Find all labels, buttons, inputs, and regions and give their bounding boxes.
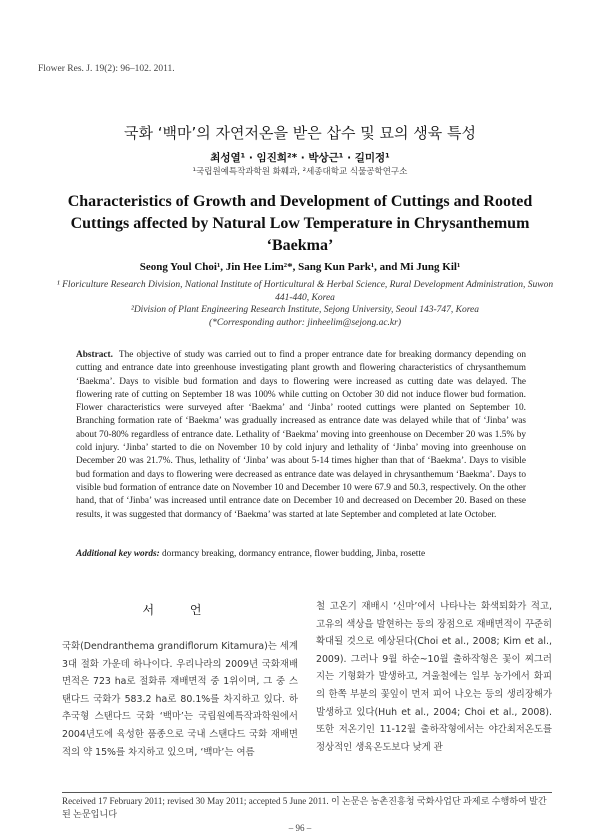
right-column-text: 철 고온기 재배시 ‘신마’에서 나타나는 화색퇴화가 적고, 고유의 색상을 발현하는 등의 장점으로 재배면적이 꾸준히 확대될 것으로 예상된다(Choi et al., 2008; Kim et al., 2009). 그러나 9월 하순~10월 출하작형은 꽃이 찌그러지는 기형화가 발생하고, 겨울철에는 일부 농가에서 화피의 한쪽 부분의 꽃잎이 먼저 피어 나오는 등의 생리장해가 발생하고 있다(Huh et al., 2004; Choi et al., 2008). 또한 저온기인 11-12월 출하작형에서는 야간최저온도를 정상적인 생육온도보다 낮게 관: [316, 601, 552, 753]
corresponding-author: (*Corresponding author: jinheelim@sejong.ac.kr): [208, 317, 402, 328]
abstract-text: The objective of study was carried out to find a proper entrance date for breaking dormancy depending on cutting and entrance date into greenhouse investigating plant growth and flowering characteristics of chrysanthemum ‘Baekma’. Days to visible bud formation and days to flowering were increased as cutting date was delayed. The flowering rate of cutting on September 18 was 100% while cutting on October 30 did not induce flower bud formation. Flower characteristics were surveyed after ‘Baekma’ and ‘Jinba’ rooted cuttings were planted on September 10. Branching formation rate of ‘Baekma’ was gradually increased as entrance date was delayed while that of ‘Jinba’ was about 70-80% regardless of entrance date. Lethality of ‘Baekma’ moving into greenhouse on December 20 was 1.5% by cold injury. ‘Jinba’ started to die on November 10 by cold injury and lethality of ‘Jinba’ moving into greenhouse on December 20 was 21.7%. Thus, lethality of ‘Jinba’ was about 5-14 times higher than that of ‘Baekma’. Days to visible bud formation and days to flowering were decreased as entrance date was delayed in chrysanthemum ‘Baekma’. Days to visible bud formation of entrance date on November 10 and December 10 were 67.9 and 50.3, respectively. On the other hand, that of ‘Jinba’ was increased until entrance date on December 10 and decreased on December 20. Based on these results, it was suggested that dormancy of ‘Baekma’ was started at late September and completed at late October.: [76, 350, 526, 520]
journal-citation: Flower Res. J. 19(2): 96–102. 2011.: [38, 64, 175, 74]
section-heading: 서 언: [142, 603, 218, 617]
keywords-text: dormancy breaking, dormancy entrance, flower budding, Jinba, rosette: [162, 549, 426, 559]
left-column: [62, 601, 298, 761]
right-column: [316, 598, 552, 756]
affiliation-1: ¹ Floriculture Research Division, National Institute of Horticultural & Herbal Science, Rural Development Administration, Suwon 441-440, Korea: [56, 280, 554, 303]
keywords-label: Additional key words:: [76, 549, 160, 559]
left-column-text: 국화(Dendranthema grandiflorum Kitamura)는 세계 3대 절화 가운데 하나이다. 우리나라의 2009년 국화재배면적은 723 ha로 절화류 재배면적 중 1위이며, 그 중 스탠다드 국화가 583.2 ha로 80.1%를 차지하고 있다. 하추국형 스탠다드 국화 ‘백마’는 국립원예특작과학원에서 2004년도에 육성한 품종으로 국내 스탠다드 국화 재배면적의 약 15%를 차지하고 있으며, ‘백마’는 여름: [62, 641, 298, 758]
english-affiliations: [48, 279, 562, 329]
korean-affiliations: ¹국립원예특작과학원 화훼과, ²세종대학교 식물공학연구소: [192, 167, 408, 177]
korean-title: 국화 ‘백마’의 자연저온을 받은 삽수 및 묘의 생육 특성: [124, 124, 476, 142]
english-authors: Seong Youl Choi¹, Jin Hee Lim²*, Sang Kun Park¹, and Mi Jung Kil¹: [139, 261, 461, 273]
footnote: Received 17 February 2011; revised 30 May 2011; accepted 5 June 2011. 이 논문은 농촌진흥청 국화사업단 과제로 수행하여 발간된 논문입니다: [62, 796, 547, 819]
footnote-divider: [62, 792, 552, 793]
page-number: – 96 –: [288, 823, 312, 833]
affiliation-2: ²Division of Plant Engineering Research Institute, Sejong University, Seoul 143-747, Korea: [130, 305, 480, 315]
abstract: [76, 349, 526, 522]
abstract-label: Abstract.: [76, 350, 113, 360]
keywords: [76, 549, 526, 559]
korean-authors: 최성열¹ · 임진희²* · 박상근¹ · 길미정¹: [210, 152, 390, 164]
english-title: Characteristics of Growth and Development of Cuttings and Rooted Cuttings affected by Natural Low Temperature in Chrysanthemum ‘Baekma’: [67, 193, 533, 254]
